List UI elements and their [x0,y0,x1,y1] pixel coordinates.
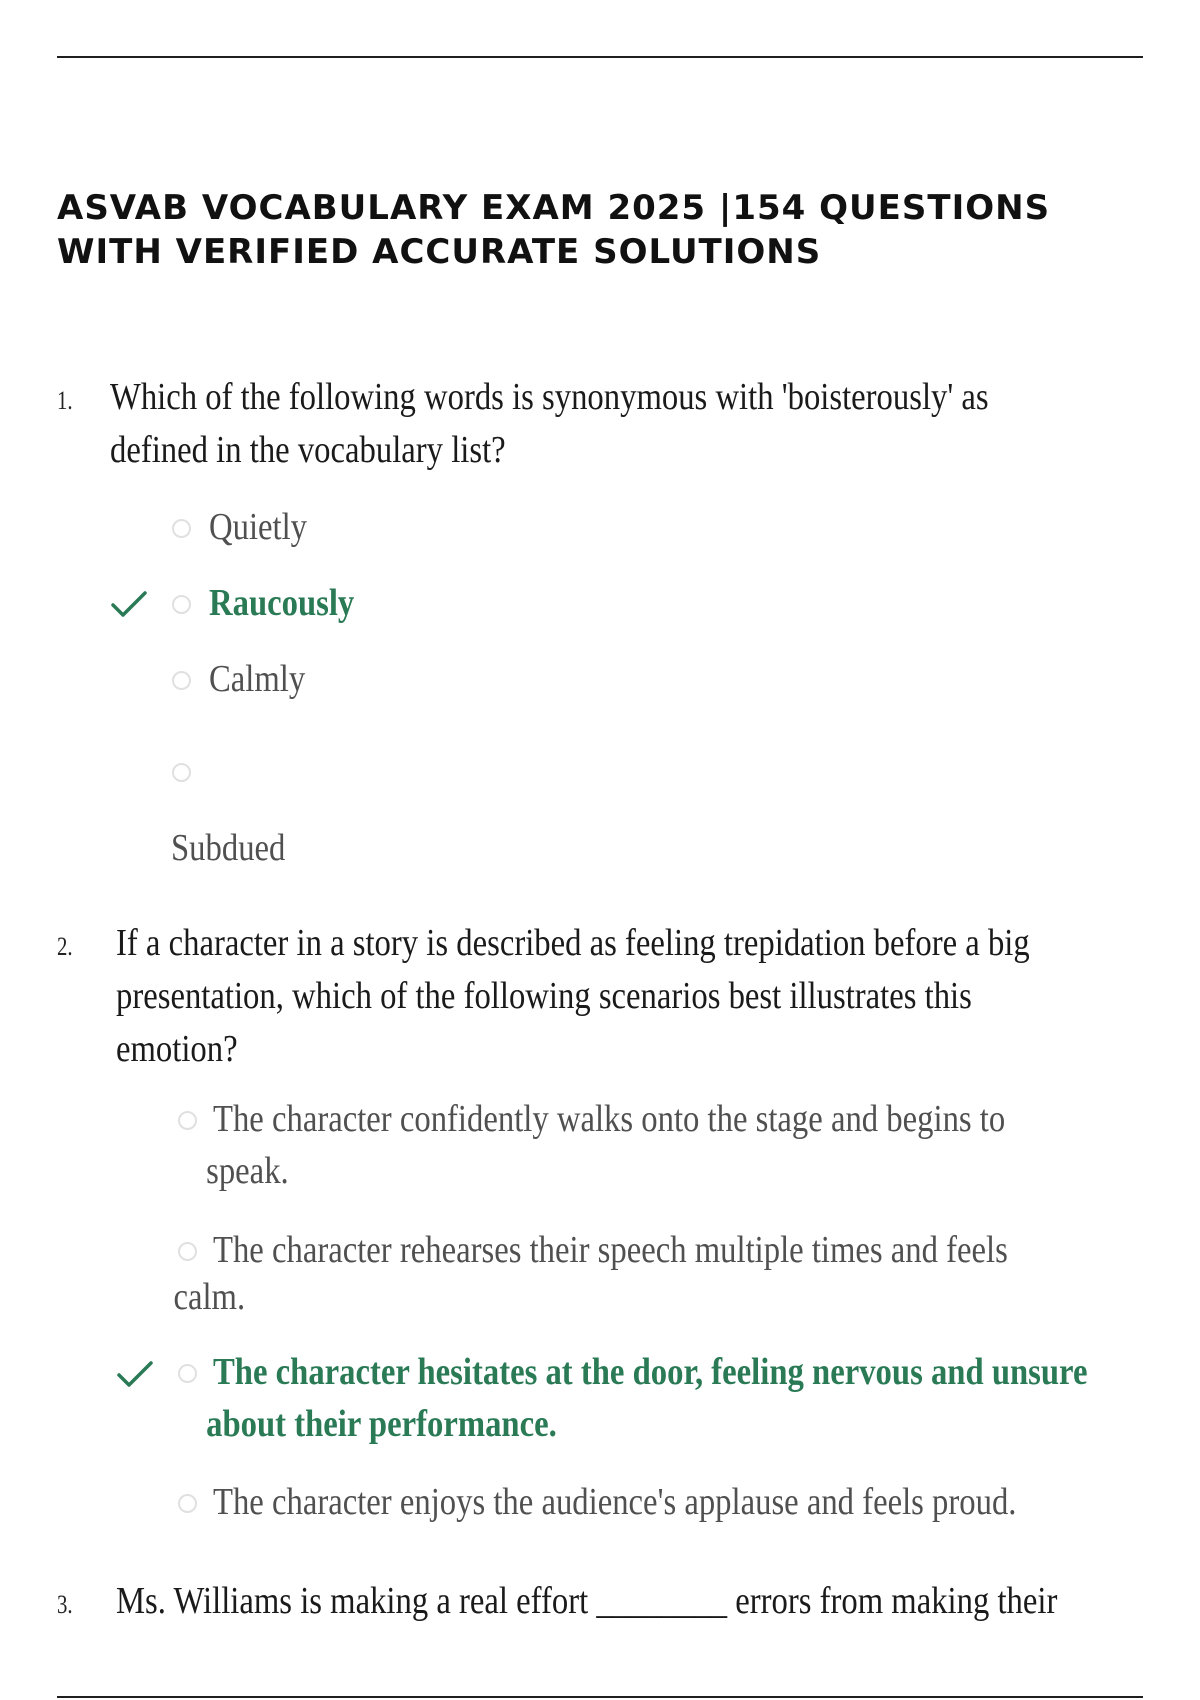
question-number: 2. [57,932,73,961]
document-title [57,186,1157,274]
answer-option[interactable] [206,1093,1006,1197]
answer-option-line: calm. [173,1276,246,1318]
answer-option-line: The character enjoys the audience's applause and feels proud. [213,1481,1017,1523]
question-number: 3. [57,1590,73,1619]
question-text [110,371,989,477]
answer-option[interactable]: Quietly [209,506,308,548]
answer-option-line: about their performance. [206,1403,557,1445]
question-text-line: emotion? [116,1028,238,1070]
radio-circle-icon[interactable] [172,519,191,538]
top-rule [57,56,1143,58]
question-text [116,917,1030,1076]
answer-option[interactable] [213,1476,1016,1528]
answer-option[interactable]: Subdued [171,827,286,869]
radio-circle-icon[interactable] [172,595,191,614]
answer-option-line: The character confidently walks onto the stage and begins to [213,1098,1006,1140]
question-text-line: Which of the following words is synonymous with 'boisterously' as [110,376,989,418]
question-text-line: presentation, which of the following scenarios best illustrates this [116,975,972,1017]
answer-option-line: speak. [206,1150,289,1192]
radio-circle-icon[interactable] [178,1242,197,1261]
answer-option[interactable]: Calmly [209,658,306,700]
radio-circle-icon[interactable] [172,763,191,782]
bottom-rule [57,1696,1143,1698]
answer-option-line: The character rehearses their speech multiple times and feels [213,1229,1008,1271]
radio-circle-icon[interactable] [178,1364,197,1383]
question-number: 1. [57,386,73,415]
title-line-2: WITH VERIFIED ACCURATE SOLUTIONS [57,232,822,272]
radio-circle-icon[interactable] [172,671,191,690]
question-text [116,1575,1057,1628]
question-text-line: defined in the vocabulary list? [110,429,506,471]
radio-circle-icon[interactable] [178,1494,197,1513]
checkmark-icon [110,589,148,619]
answer-option-correct[interactable] [206,1346,1088,1450]
answer-option-line: The character hesitates at the door, feeling nervous and unsure [213,1351,1088,1393]
question-text-line: Ms. Williams is making a real effort ________ errors from making their [116,1580,1058,1622]
question-text-line: If a character in a story is described as feeling trepidation before a big [116,922,1030,964]
radio-circle-icon[interactable] [178,1111,197,1130]
answer-option-correct[interactable]: Raucously [209,582,355,624]
checkmark-icon [116,1359,154,1389]
answer-option[interactable] [173,1224,1008,1318]
title-line-1: ASVAB VOCABULARY EXAM 2025 |154 QUESTIONS [57,188,1051,228]
